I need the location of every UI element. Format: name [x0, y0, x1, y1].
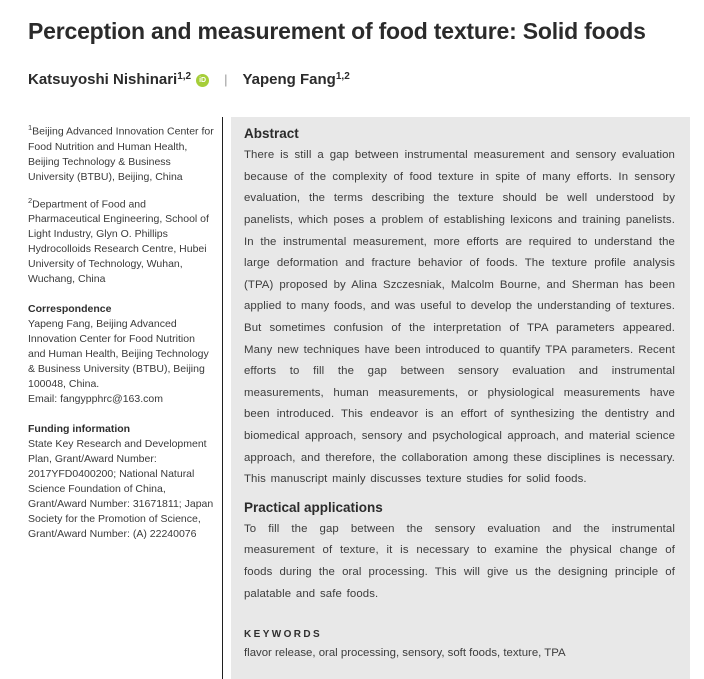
keywords-text: flavor release, oral processing, sensory, soft foods, texture, TPA: [244, 647, 566, 660]
correspondence-heading: Correspondence: [28, 303, 112, 316]
affiliation-text: Beijing Advanced Innovation Center for Food Nutrition and Human Health, Beijing Technology & Business University (BTBU), Beijing, China: [28, 125, 214, 183]
content-row: [28, 117, 690, 679]
correspondence-block: [28, 302, 214, 407]
affiliation-marker: 1: [28, 123, 33, 133]
correspondence-email: Email: fangypphrc@163.com: [28, 393, 163, 406]
funding-heading: Funding information: [28, 423, 131, 436]
abstract-text: There is still a gap between instrumental measurement and sensory evaluation because of the complexity of food texture in spite of many efforts. In sensory evaluation, the terms describing the texture should be well understood by panelists, which poses a problem of establishing lexicons and training panelists. In the instrumental measurement, more efforts are required to understand the large deformation and fracture behavior of foods. The texture profile analysis (TPA) proposed by Alina Szczesniak, Malcolm Bourne, and Sherman has been applied to many foods, and was useful to develop the understanding of textures. But sometimes confusion of the interpretation of TPA parameters appeared. Many new techniques have been introduced to quantify TPA parameters. Recent efforts to fill the gap between sensory evaluation and instrumental measurements, human measurements, or physiological measurements have been introduced. This endeavor is an effort of synthesizing the dentistry and biomedical approach, sensory and psychological approach, and material science approach, and therefore, the collaboration among these disciplines is necessary. This manuscript mainly discusses texture studies for solid foods.: [244, 149, 675, 486]
page-title: Perception and measurement of food texture: Solid foods: [28, 18, 646, 44]
author-fang: [243, 71, 350, 88]
author-nishinari: [28, 71, 191, 88]
author-affiliation-superscript: 1,2: [335, 71, 350, 83]
practical-applications-text: To fill the gap between the sensory evaluation and the instrumental measurement of texture, it is necessary to examine the physical change of foods during the oral processing. This will give us the designing principle of palatable and safe foods.: [244, 522, 675, 600]
keywords-heading: KEYWORDS: [244, 629, 323, 641]
author-separator: |: [224, 72, 228, 88]
affiliation-2: [28, 193, 214, 288]
vertical-divider: [222, 117, 223, 679]
author-name: Katsuyoshi Nishinari: [28, 71, 178, 89]
abstract-heading: Abstract: [244, 126, 299, 142]
abstract-box: [231, 117, 690, 679]
funding-block: [28, 422, 214, 542]
authors-row: [28, 71, 690, 88]
correspondence-text: Yapeng Fang, Beijing Advanced Innovation Center for Food Nutrition and Human Health, Beijing Technology & Business University (BTBU), Beijing 100048, China.: [28, 318, 209, 391]
practical-applications-heading: Practical applications: [244, 499, 383, 515]
article-metadata-column: [28, 117, 214, 679]
affiliation-text: Department of Food and Pharmaceutical Engineering, School of Light Industry, Glyn O. Phillips Hydrocolloids Research Centre, Hubei University of Technology, Wuhan, Wuchang, China: [28, 198, 209, 286]
author-affiliation-superscript: 1,2: [177, 71, 192, 83]
affiliation-1: [28, 120, 214, 185]
orcid-icon[interactable]: iD: [196, 74, 209, 87]
affiliation-marker: 2: [28, 195, 33, 205]
author-name: Yapeng Fang: [242, 71, 336, 89]
funding-text: State Key Research and Development Plan, Grant/Award Number: 2017YFD0400200; National Natural Science Foundation of China, Grant/Award Number: 31671811; Japan Society for the Promotion of Science, Grant/Award Number: (A) 22240076: [28, 438, 214, 541]
